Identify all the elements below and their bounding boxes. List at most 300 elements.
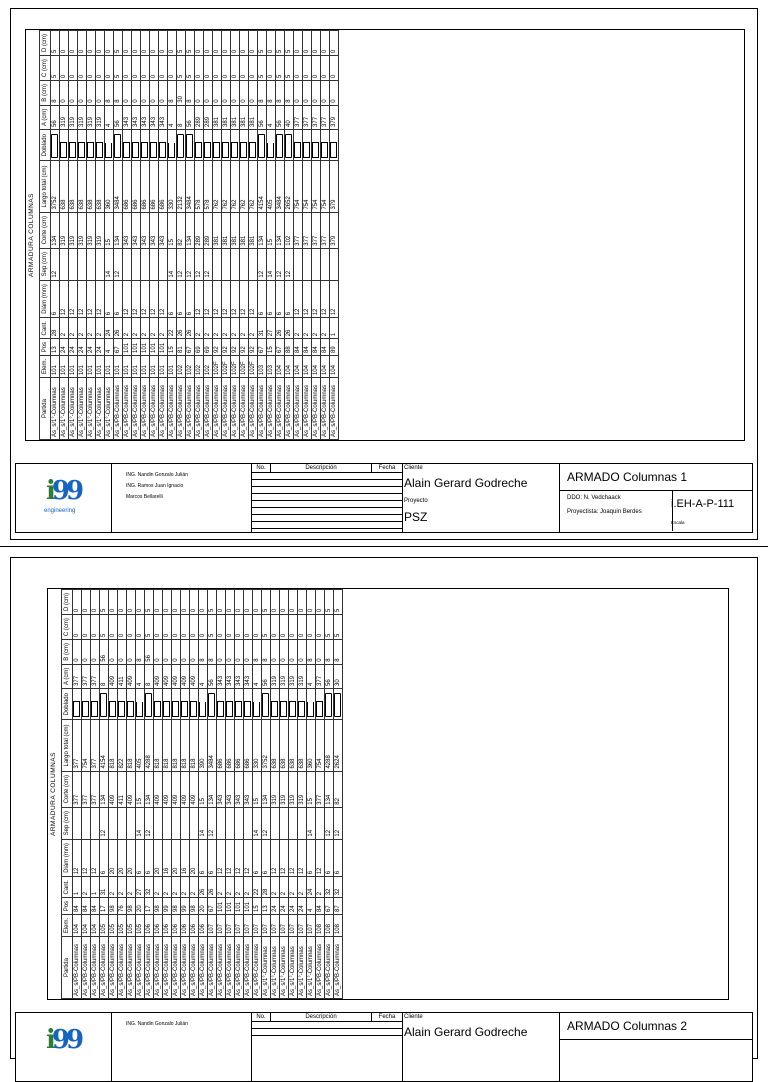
drawing-code-cell [665,491,752,531]
table-cell: 101 [131,355,140,377]
bend-shape-icon [239,129,248,161]
table-cell: 822 [117,720,126,771]
table-cell: 5 [324,590,333,615]
table-cell: 0 [288,640,297,665]
table-cell: 12 [216,839,225,877]
table-row [212,31,221,440]
table-cell: 2 [320,318,329,339]
bend-shape-icon [176,129,185,161]
table-cell: As_s/PB-Columnas [198,937,207,999]
table-cell: 99 [180,898,189,915]
table-row [50,31,59,440]
table-cell: 578 [203,161,212,212]
bend-shape-icon [240,142,247,158]
table-cell: 319 [68,212,77,248]
table-cell: 411 [117,664,126,688]
table-cell: 818 [180,720,189,771]
table-cell: 638 [77,161,86,212]
table-cell: 319 [59,212,68,248]
table-cell: 13 [50,339,59,356]
table-cell: 0 [243,640,252,665]
table-cell: 67 [185,339,194,356]
column-header: Corte (cm) [61,771,72,807]
table-cell: 26 [284,318,293,339]
table-cell: 12 [72,839,81,877]
table-cell: 0 [81,590,90,615]
bend-shape-icon [158,129,167,161]
table-cell: 69 [203,339,212,356]
table-cell: 638 [68,161,77,212]
table-cell: 0 [95,81,104,106]
table-cell: 818 [171,720,180,771]
bend-shape-icon [95,129,104,161]
table-cell: 20 [153,839,162,877]
table-cell: 762 [221,161,230,212]
bend-shape-icon [78,142,85,158]
bend-shape-icon [144,688,153,720]
table-cell: 6 [324,839,333,877]
table-cell: 12 [50,248,59,280]
table-cell: 762 [230,161,239,212]
table-cell: 106 [153,914,162,936]
table-cell: 686 [149,161,158,212]
table-cell: 343 [225,664,234,688]
bend-shape-icon [253,702,260,717]
table-cell: 103 [257,355,266,377]
table-cell: 319 [68,105,77,129]
table-cell: 28 [261,877,270,898]
table-cell: 107 [270,914,279,936]
table-cell [288,807,297,839]
bend-shape-icon [315,688,324,720]
table-cell: 686 [234,720,243,771]
table-cell: 0 [302,31,311,56]
table-cell: 56 [99,640,108,665]
table-cell: 98 [126,898,135,915]
table-cell: 101 [149,339,158,356]
bend-shape-icon [325,693,332,717]
table-cell: 390 [198,720,207,771]
table-cell: 411 [117,771,126,807]
table-cell: 818 [153,720,162,771]
table-cell: 24 [68,339,77,356]
table-cell: 377 [315,771,324,807]
table-cell: 12 [122,280,131,318]
bend-shape-icon [266,129,275,161]
table-cell: 12 [221,280,230,318]
bend-shape-icon [270,688,279,720]
table-cell: 0 [234,615,243,640]
table-cell: 2 [189,877,198,898]
table-cell: 0 [126,590,135,615]
table-cell: 8 [333,640,342,665]
bend-shape-icon [69,142,76,158]
table-cell: 409 [153,664,162,688]
table-cell: 289 [194,212,203,248]
table-cell: 0 [225,590,234,615]
table-cell: As_s/PB-Columnas [171,937,180,999]
table-cell: 319 [279,664,288,688]
bend-shape-icon [127,701,134,717]
table-cell: 6 [185,280,194,318]
table-row [225,590,234,999]
table-row [99,590,108,999]
table-cell: 102 [176,355,185,377]
bend-shape-icon [235,701,242,717]
bend-shape-icon [153,688,162,720]
table-cell: 30 [176,81,185,106]
designer-label: Proyectista: Joaquin Berdes [567,509,642,515]
column-header: Largo total (cm) [39,161,50,212]
table-row [230,31,239,440]
table-cell: 5 [275,56,284,81]
table-cell: 6 [176,280,185,318]
bend-shape-icon [171,688,180,720]
table-cell: 14 [252,807,261,839]
table-cell: 14 [306,807,315,839]
bend-shape-icon [226,701,233,717]
table-cell [221,248,230,280]
bend-shape-icon [190,701,197,717]
bend-shape-icon [150,142,157,158]
table-cell: As_s/PB-Columnas [162,937,171,999]
table-cell: 3484 [207,720,216,771]
table-cell: 0 [225,640,234,665]
table-cell: 87 [333,898,342,915]
column-header: Cant. [39,318,50,339]
table-row [257,31,266,440]
bend-shape-icon [212,129,221,161]
table-cell: 4154 [257,161,266,212]
bend-shape-icon [68,129,77,161]
table-cell: 76 [117,898,126,915]
table-cell: 0 [180,640,189,665]
table-cell: 0 [90,590,99,615]
table-row [234,590,243,999]
table-cell: 101 [122,339,131,356]
table-cell: As_s/PB-Columnas [126,937,135,999]
table-cell: 134 [144,771,153,807]
bend-shape-icon [258,134,265,158]
table-cell: 0 [279,615,288,640]
table-cell: 6 [333,839,342,877]
table-cell: 104 [81,914,90,936]
table-cell: 98 [189,898,198,915]
table-cell: 0 [171,615,180,640]
bend-shape-icon [252,688,261,720]
table-cell: 15 [198,771,207,807]
table-cell: 2 [122,318,131,339]
table-cell: 319 [77,212,86,248]
table-cell: 0 [293,56,302,81]
table-cell: 5 [99,590,108,615]
table-cell: As_s/PB-Columnas [99,937,108,999]
table-row [302,31,311,440]
table-cell: 8 [185,81,194,106]
table-cell: 14 [135,807,144,839]
table-cell: 5 [144,615,153,640]
table-cell: 343 [122,212,131,248]
table-cell: 2 [216,877,225,898]
table-cell: 134 [324,771,333,807]
table-cell: 5 [176,31,185,56]
table-cell: 12 [185,248,194,280]
table-row [185,31,194,440]
table-cell: 0 [288,615,297,640]
table-cell: 104 [90,914,99,936]
table-cell: 0 [162,640,171,665]
revision-no-header: No. [252,464,271,472]
table-cell: 343 [158,105,167,129]
table-cell: 360 [104,161,113,212]
table-cell: 20 [189,839,198,877]
table-cell: 5 [50,56,59,81]
column-header: D (cm) [61,590,72,615]
table-cell [216,807,225,839]
column-header: Largo total (cm) [61,720,72,771]
table-cell: As_s/PB-Columnas [275,378,284,440]
client-block [402,464,560,532]
client-label: Cliente [404,465,423,471]
table-cell: 686 [225,720,234,771]
table-cell: 104 [275,355,284,377]
table-cell: 319 [77,105,86,129]
bend-shape-icon [293,129,302,161]
table-cell: 102F [248,355,257,377]
table-cell: 0 [216,590,225,615]
table-cell: 0 [225,615,234,640]
table-cell: 8 [176,105,185,129]
table-cell: As_s/PB-Columnas [324,937,333,999]
bend-shape-icon [104,129,113,161]
table-cell: 24 [104,318,113,339]
table-cell: As_s/1°-Columnas [261,937,270,999]
table-cell: 12 [59,280,68,318]
table-cell: 15 [104,212,113,248]
table-cell: 2 [126,877,135,898]
table-cell: 3752 [261,720,270,771]
table-cell: 24 [279,898,288,915]
table-cell: 0 [297,640,306,665]
table-cell: 2 [270,877,279,898]
table-row [158,31,167,440]
table-cell: 0 [86,81,95,106]
table-row [329,31,338,440]
table-cell: 0 [311,56,320,81]
table-cell: 2 [248,318,257,339]
drawing-frame [10,8,758,540]
table-cell: 24 [95,339,104,356]
bend-shape-icon [82,701,89,717]
table-cell: 0 [140,31,149,56]
table-cell: 360 [306,720,315,771]
table-cell: 0 [198,590,207,615]
table-row [198,590,207,999]
table-cell: 377 [293,105,302,129]
bend-shape-icon [168,143,175,158]
table-cell: 12 [311,280,320,318]
bend-shape-icon [163,701,170,717]
table-row [275,31,284,440]
table-cell: 15 [135,771,144,807]
table-cell: 818 [162,720,171,771]
bend-shape-icon [275,129,284,161]
table-cell: 0 [108,615,117,640]
table-cell: 81 [176,339,185,356]
table-cell [162,807,171,839]
drawing-code: i.EH-A-P-111 [671,498,735,510]
table-cell [248,248,257,280]
table-cell: 2624 [333,720,342,771]
table-cell: 0 [122,56,131,81]
column-header: Partida [39,378,50,440]
table-cell: 13 [261,898,270,915]
table-cell: As_s/1°-Columnas [288,937,297,999]
column-header: Sep (cm) [39,248,50,280]
table-cell: 103 [266,355,275,377]
table-cell: 0 [230,31,239,56]
table-row [189,590,198,999]
table-cell [302,248,311,280]
table-cell: 0 [81,615,90,640]
table-cell: As_s/PB-Columnas [194,378,203,440]
table-cell: 27 [135,877,144,898]
table-cell: 377 [311,212,320,248]
table-cell: 4 [104,339,113,356]
table-row [144,590,153,999]
table-cell: As_s/1°-Columnas [104,378,113,440]
table-cell: As_s/PB-Columnas [333,937,342,999]
table-cell: 0 [194,31,203,56]
table-cell: 12 [324,807,333,839]
table-cell: 107 [243,914,252,936]
table-cell: 6 [207,839,216,877]
table-cell: 409 [126,664,135,688]
drawing-title: ARMADO Columnas 2 [559,1013,752,1040]
table-cell: 377 [72,720,81,771]
table-cell: 84 [72,898,81,915]
table-row [243,590,252,999]
table-cell: 12 [257,248,266,280]
table-cell: 6 [113,280,122,318]
table-cell: As_s/PB-Columnas [248,378,257,440]
bend-shape-icon [221,129,230,161]
table-cell: 0 [234,640,243,665]
table-cell: 20 [171,839,180,877]
table-cell: 686 [158,161,167,212]
table-cell: 0 [293,81,302,106]
table-cell: 5 [113,31,122,56]
table-cell: 5 [144,590,153,615]
table-row [239,31,248,440]
table-cell: 5 [284,31,293,56]
bend-shape-icon [50,129,59,161]
bend-shape-icon [126,688,135,720]
table-cell: 381 [221,212,230,248]
bend-shape-icon [105,143,112,158]
table-cell: 0 [252,590,261,615]
table-cell: 6 [284,280,293,318]
table-cell: 32 [324,877,333,898]
table-row [86,31,95,440]
table-cell: 108 [333,914,342,936]
table-cell: 405 [135,720,144,771]
table-cell: 0 [158,31,167,56]
bend-shape-icon [329,129,338,161]
table-cell: 56 [324,664,333,688]
table-cell: 4288 [144,720,153,771]
table-cell: 106 [171,914,180,936]
table-cell: 0 [194,81,203,106]
table-cell [320,248,329,280]
bend-shape-icon [51,134,58,158]
table-row [113,31,122,440]
table-cell: 4288 [324,720,333,771]
table-cell: 686 [243,720,252,771]
table-cell: 343 [131,105,140,129]
table-cell: 12 [212,280,221,318]
table-cell: 377 [302,105,311,129]
table-cell: 67 [324,898,333,915]
table-cell: 343 [216,771,225,807]
table-cell: 6 [50,280,59,318]
table-cell: 2132 [176,161,185,212]
table-cell: 0 [153,615,162,640]
table-cell: 105 [108,914,117,936]
table-cell: 343 [122,105,131,129]
table-cell: 0 [59,56,68,81]
table-cell: As_s/PB-Columnas [320,378,329,440]
table-cell: 15 [252,771,261,807]
bend-shape-icon [108,688,117,720]
table-cell: 56 [275,105,284,129]
table-cell: 0 [68,81,77,106]
table-cell: 0 [221,31,230,56]
table-cell: 319 [297,664,306,688]
table-cell: 0 [68,56,77,81]
table-cell: 3752 [50,161,59,212]
table-cell: 84 [302,339,311,356]
drawing-frame [10,557,758,1059]
table-cell: 2 [108,877,117,898]
table-cell: 0 [72,640,81,665]
table-cell: As_s/1°-Columnas [50,378,59,440]
table-cell: 0 [329,81,338,106]
project-name: PSZ [404,510,428,524]
table-cell: 0 [252,615,261,640]
bend-shape-icon [216,688,225,720]
table-title: ARMADURA COLUMNAS [28,193,35,277]
table-cell: 5 [50,31,59,56]
table-cell: 26 [185,318,194,339]
table-row [180,590,189,999]
bend-shape-icon [90,688,99,720]
table-cell: 2 [230,318,239,339]
table-cell: 2 [293,318,302,339]
table-cell: 134 [207,771,216,807]
table-cell [180,807,189,839]
company-logo-icon: i99 [46,476,81,506]
drawing-credits [559,491,673,531]
bend-shape-icon [162,688,171,720]
bend-shape-icon [297,688,306,720]
table-cell: 106 [144,914,153,936]
table-cell: 409 [171,771,180,807]
table-cell: 31 [99,877,108,898]
table-cell: 102 [203,355,212,377]
table-cell: 638 [279,720,288,771]
table-cell: 2 [95,318,104,339]
